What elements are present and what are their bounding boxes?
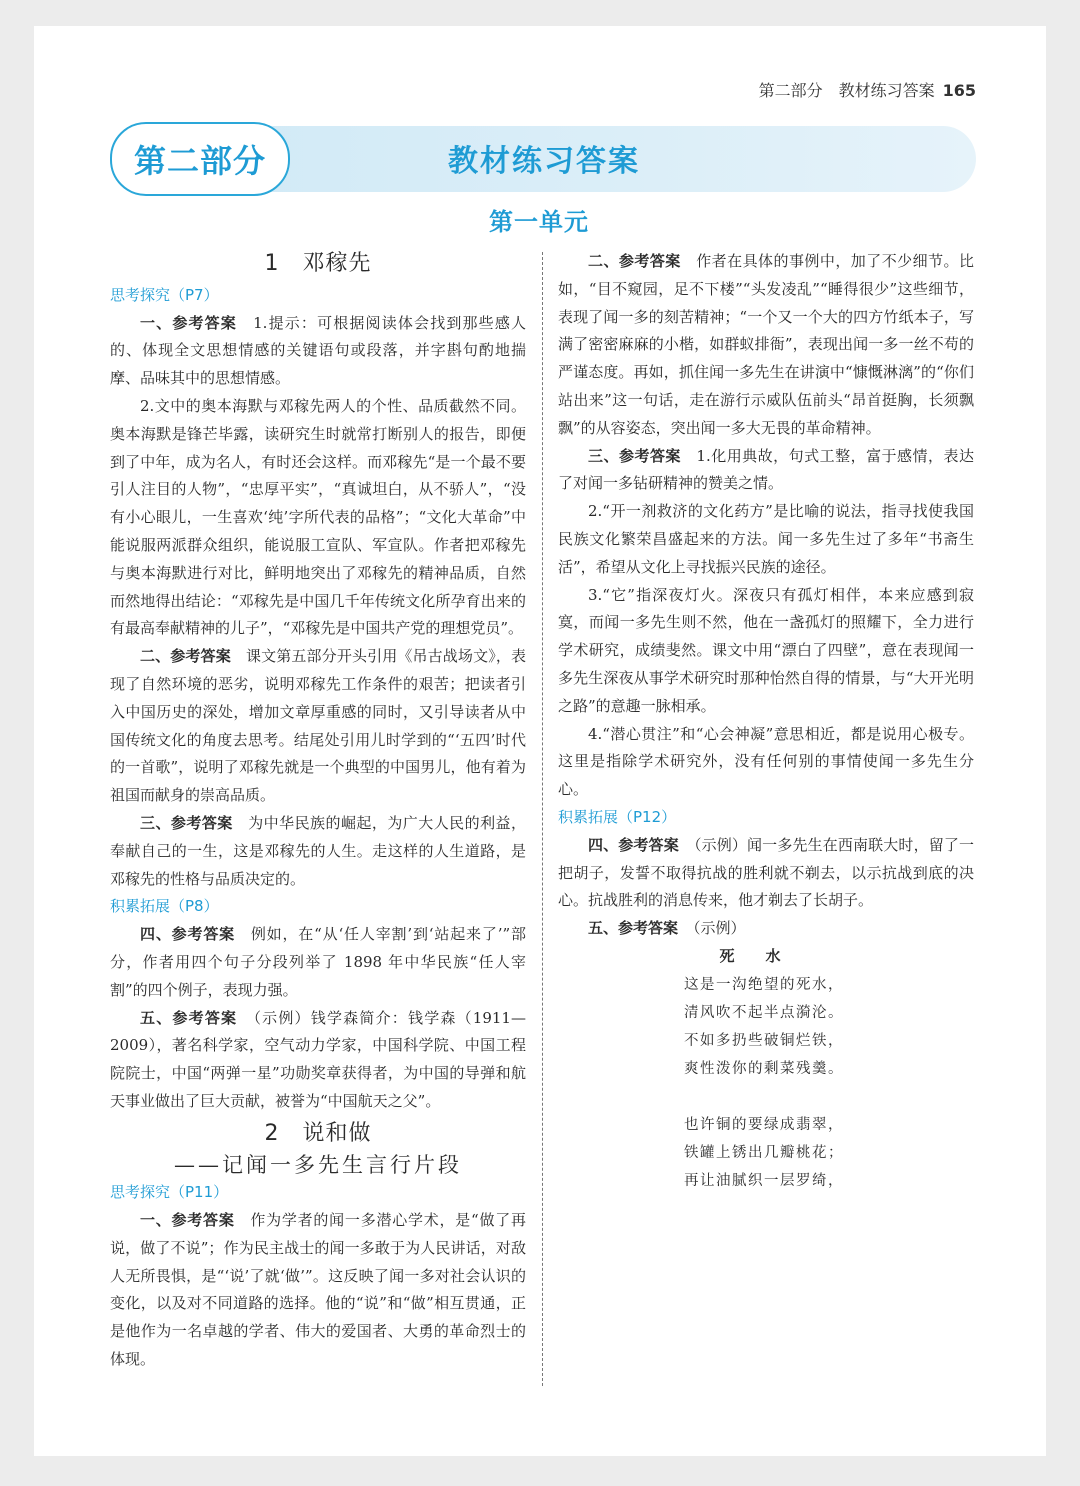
- answer-paragraph: 四、参考答案 例如，在“从‘任人宰割’到‘站起来了’”部分，作者用四个句子分段列举了 1898 年中华民族“任人宰割”的四个例子，表现力强。: [110, 925, 526, 999]
- answer-label: 五、参考答案: [140, 1008, 238, 1027]
- answer-label: 一、参考答案: [140, 1211, 235, 1230]
- answer-paragraph: 2.“开一剂救济的文化药方”是比喻的说法，指寻找使我国民族文化繁荣昌盛起来的方法。闻一多先生过了多年“书斋生活”，希望从文化上寻找振兴民族的途径。: [558, 502, 974, 576]
- stanza-break: [684, 1083, 974, 1111]
- answer-paragraph: 二、参考答案 课文第五部分开头引用《吊古战场文》，表现了自然环境的恶劣，说明邓稼先工作条件的艰苦；把读者引入中国历史的深处，增加文章厚重感的同时，又引导读者从中国传统文化的角度去思考。结尾处引用儿时学到的“‘五四’时代的一首歌”，说明了邓稼先就是一个典型的中国男儿，他有着为祖国而献身的崇高品质。: [110, 647, 526, 805]
- answer-label: 五、参考答案: [588, 919, 679, 938]
- page-number: 165: [942, 81, 976, 100]
- answer-label: 一、参考答案: [140, 313, 237, 332]
- part-title: 教材练习答案: [448, 144, 640, 179]
- poem-line: 铁罐上锈出几瓣桃花；: [684, 1144, 844, 1161]
- answer-label: 三、参考答案: [588, 446, 681, 465]
- section-heading: 思考探究（P7）: [110, 285, 219, 304]
- part-label: 第二部分: [133, 142, 266, 180]
- poem-line: 爽性泼你的剩菜残羹。: [684, 1060, 844, 1077]
- answer-paragraph: 一、参考答案 作为学者的闻一多潜心学术，是“做了再说，做了不说”；作为民主战士的闻一多敢于为人民讲话，对敌人无所畏惧，是“‘说’了就‘做’”。这反映了闻一多对社会认识的变化，以及对不同道路的选择。他的“说”和“做”相互贯通，正是他作为一名卓越的学者、伟大的爱国者、大勇的革命烈士的体现。: [110, 1211, 526, 1369]
- answer-label: 三、参考答案: [140, 813, 233, 832]
- part-label-pill: [110, 122, 290, 196]
- poem-line: 不如多扔些破铜烂铁，: [684, 1032, 844, 1049]
- column-divider: [542, 252, 543, 1386]
- answer-label: 四、参考答案: [140, 925, 235, 944]
- answer-paragraph: 三、参考答案 1.化用典故，句式工整，富于感情，表达了对闻一多钻研精神的赞美之情。: [558, 446, 974, 493]
- lesson-1-title: 1 邓稼先: [264, 251, 372, 276]
- lesson-2-subtitle: ——记闻一多先生言行片段: [174, 1152, 462, 1177]
- running-title: 第二部分 教材练习答案: [758, 81, 935, 100]
- answer-label: 二、参考答案: [140, 647, 231, 666]
- poem-line: 再让油腻织一层罗绮，: [684, 1172, 844, 1189]
- section-heading: 积累拓展（P12）: [558, 807, 677, 826]
- answer-paragraph: 4.“潜心贯注”和“心会神凝”意思相近，都是说用心极专。这里是指除学术研究外，没有任何别的事情使闻一多先生分心。: [558, 724, 974, 799]
- answer-paragraph: 三、参考答案 为中华民族的崛起，为广大人民的利益，奉献自己的一生，这是邓稼先的人生。走这样的人生道路，是邓稼先的性格与品质决定的。: [110, 813, 526, 888]
- left-column: [110, 248, 526, 1374]
- poem-title: 死 水: [719, 946, 789, 965]
- answer-paragraph: 2.文中的奥本海默与邓稼先两人的个性、品质截然不同。奥本海默是锋芒毕露，读研究生时就常打断别人的报告，即便到了中年，成为名人，有时还会这样。而邓稼先“是一个最不要引人注目的人物”，“忠厚平实”，“真诚坦白，从不骄人”，“没有小心眼儿，一生喜欢‘纯’字所代表的品格”；“文化大革命”中能说服两派群众组织，能说服工宣队、军宣队。作者把邓稼先与奥本海默进行对比，鲜明地突出了邓稼先的精神品质，自然而然地得出结论：“邓稼先是中国几千年传统文化所孕育出来的有最高奉献精神的儿子”，“邓稼先是中国共产党的理想党员”。: [110, 396, 526, 638]
- poem-line: 清风吹不起半点漪沦。: [684, 1004, 844, 1021]
- section-heading: 积累拓展（P8）: [110, 897, 219, 916]
- answer-paragraph: 五、参考答案 （示例）: [588, 919, 746, 938]
- answer-paragraph: 3.“它”指深夜灯火。深夜只有孤灯相伴，本来应感到寂寞，而闻一多先生则不然，他在一盏孤灯的照耀下，全力进行学术研究，成绩斐然。课文中用“漂白了四壁”，意在表现闻一多先生深夜从事学术研究时那种怡然自得的情景，与“大开光明之路”的意趣一脉相承。: [558, 585, 974, 715]
- unit-title: 第一单元: [489, 208, 589, 236]
- poem: [684, 971, 974, 1195]
- answer-label: 二、参考答案: [588, 252, 681, 270]
- answer-label: 四、参考答案: [588, 835, 679, 854]
- answer-paragraph: 五、参考答案 （示例）钱学森简介：钱学森（1911—2009），著名科学家，空气动力学家，中国科学院、中国工程院院士，中国“两弹一星”功勋奖章获得者，为中国的导弹和航天事业做出了巨大贡献，被誉为“中国航天之父”。: [110, 1008, 526, 1110]
- answer-paragraph: 四、参考答案 （示例）闻一多先生在西南联大时，留了一把胡子，发誓不取得抗战的胜利就不剃去，以示抗战到底的决心。抗战胜利的消息传来，他才剃去了长胡子。: [558, 835, 974, 910]
- running-head: [759, 78, 976, 101]
- poem-line: 这是一沟绝望的死水，: [684, 976, 844, 993]
- answer-paragraph: 二、参考答案 作者在具体的事例中，加了不少细节。比如，“目不窥园，足不下楼”“头发凌乱”“睡得很少”这些细节，表现了闻一多的刻苦精神；“一个又一个大的四方竹纸本子，写满了密密麻麻的小楷，如群蚁排衙”，表现出闻一多一丝不苟的严谨态度。再如，抓住闻一多先生在讲演中“慷慨淋漓”的“你们站出来”这一句话，走在游行示威队伍前头“昂首挺胸，长须飘飘”的从容姿态，突出闻一多大无畏的革命精神。: [558, 252, 974, 437]
- page: [34, 26, 1046, 1456]
- answer-paragraph: 一、参考答案 1.提示：可根据阅读体会找到那些感人的、体现全文思想情感的关键语句或段落，并字斟句酌地揣摩、品味其中的思想情感。: [110, 313, 526, 388]
- section-heading: 思考探究（P11）: [110, 1183, 229, 1202]
- poem-line: 也许铜的要绿成翡翠，: [684, 1116, 844, 1133]
- lesson-2-title: 2 说和做: [264, 1120, 372, 1146]
- right-column: [558, 248, 974, 1195]
